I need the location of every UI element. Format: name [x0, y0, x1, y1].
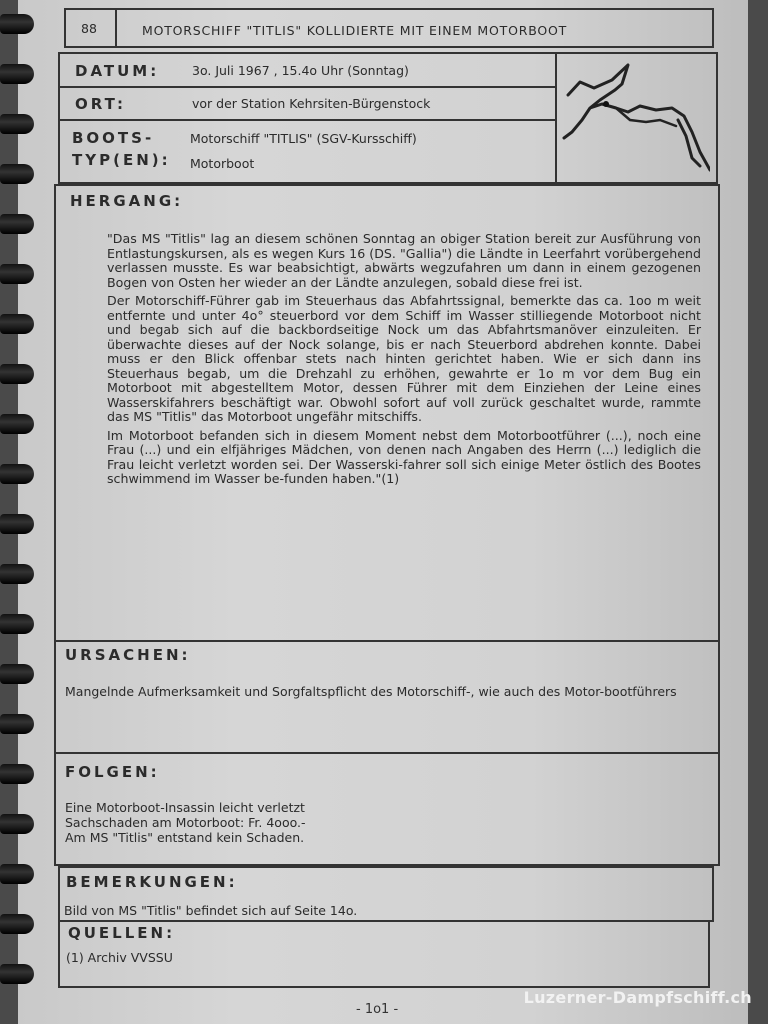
- bootstyp-value-1: Motorschiff "TITLIS" (SGV-Kursschiff): [190, 131, 417, 146]
- page-footer: - 1o1 -: [356, 1002, 399, 1017]
- folgen-line-2: Sachschaden am Motorboot: Fr. 4ooo.-: [65, 815, 306, 830]
- bootstyp-label-2: TYP(EN):: [72, 151, 171, 169]
- bootstyp-value-2: Motorboot: [190, 156, 255, 171]
- spiral-binding: [0, 0, 34, 1024]
- ort-value: vor der Station Kehrsiten-Bürgenstock: [192, 96, 431, 111]
- ursachen-text: Mangelnde Aufmerksamkeit und Sorgfaltspflicht des Motorschiff-, wie auch des Motor-bootführers: [65, 684, 677, 699]
- folgen-label: FOLGEN:: [65, 763, 160, 781]
- bemerkungen-text: Bild von MS "Titlis" befindet sich auf Seite 14o.: [64, 903, 358, 918]
- hergang-paragraph-1: "Das MS "Titlis" lag an diesem schönen Sonntag an obiger Station bereit zur Ausführung von Entlastungskursen, als es wegen Kurs 16 (DS. "Gallia") die Ländte in Leerfahrt vorübergehend verlassen musste. Es war beabsichtigt, abwärts wegzufahren um dann in einem gezogenen Bogen von Osten her wieder an der Ländte anzulegen, sobald diese frei ist.: [107, 231, 701, 290]
- hergang-text: [107, 232, 701, 491]
- lake-lucerne-outline-icon: [560, 60, 710, 172]
- hergang-label: HERGANG:: [70, 192, 184, 210]
- page-number: 88: [81, 21, 97, 36]
- ort-label: ORT:: [75, 95, 127, 113]
- watermark: Luzerner-Dampfschiff.ch: [523, 988, 752, 1007]
- folgen-line-3: Am MS "Titlis" entstand kein Schaden.: [65, 830, 305, 845]
- quellen-label: QUELLEN:: [68, 924, 176, 942]
- hergang-paragraph-3: Im Motorboot befanden sich in diesem Moment nebst dem Motorbootführer (...), noch eine Frau (...) und ein elfjähriges Mädchen, von denen nach Angaben des Herrn (...) lediglich die Frau leicht verletzt worden sei. Der Wasserski-fahrer soll sich einige Meter östlich des Bootes schwimmend im Wasser be-funden haben."(1): [107, 427, 701, 486]
- datum-label: DATUM:: [75, 62, 160, 80]
- hergang-paragraph-2: Der Motorschiff-Führer gab im Steuerhaus das Abfahrtssignal, bemerkte das ca. 1oo m weit entfernte und unter 4o° steuerbord vor dem Schiff im Wasser stilliegende Motorboot nicht und begab sich auf die backbordseitige Nock um das Abfahrtsmanöver einzuleiten. Er überwachte dieses auf der Nock solange, bis er nach Steuerbord abdrehen konnte. Dabei muss er den Blick offenbar stets nach hinten gerichtet haben. Wie er sich dann ins Steuerhaus begab, um die Drehzahl zu erhöhen, gewahrte er 1o m vor dem Bug ein Motorboot mit abgestelltem Motor, dessen Führer mit dem Einziehen der Leine eines Wasserskifahrers beschäftigt war. Obwohl sofort auf voll zurück geschaltet wurde, rammte das MS "Titlis" das Motorboot ungefähr mitschiffs.: [107, 293, 701, 424]
- header-title: MOTORSCHIFF "TITLIS" KOLLIDIERTE MIT EINEM MOTORBOOT: [142, 23, 568, 38]
- bemerkungen-label: BEMERKUNGEN:: [66, 873, 238, 891]
- folgen-line-1: Eine Motorboot-Insassin leicht verletzt: [65, 800, 305, 815]
- quellen-text: (1) Archiv VVSSU: [66, 950, 173, 965]
- bootstyp-label-1: BOOTS-: [72, 129, 155, 147]
- ursachen-label: URSACHEN:: [65, 646, 191, 664]
- datum-value: 3o. Juli 1967 , 15.4o Uhr (Sonntag): [192, 63, 409, 78]
